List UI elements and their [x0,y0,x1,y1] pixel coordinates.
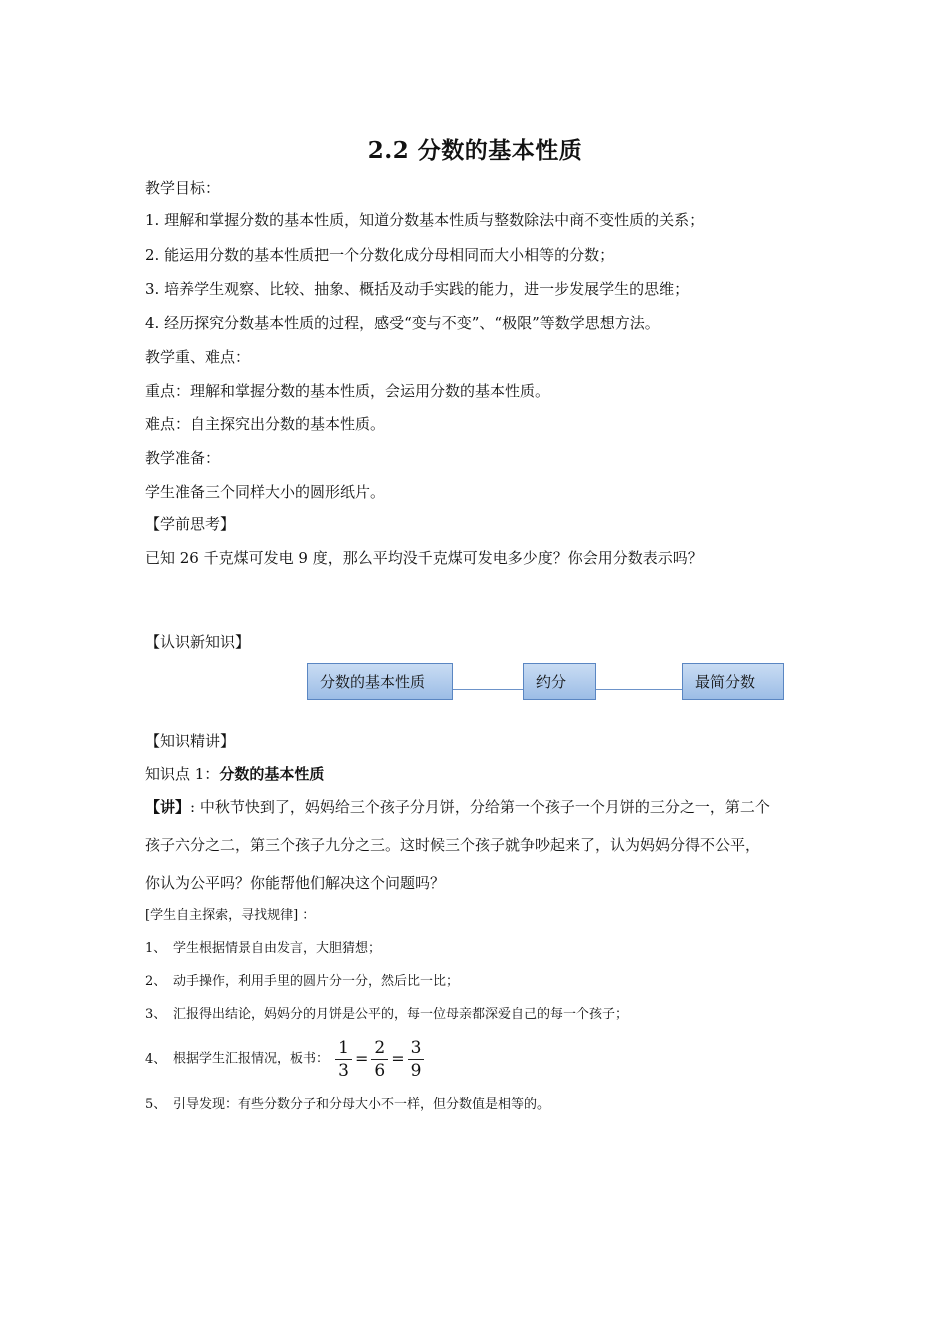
preparation-text: 学生准备三个同样大小的圆形纸片。 [145,483,386,501]
key-points-heading: 教学重、难点： [145,348,251,366]
pre-think-text: 已知 26 千克煤可发电 9 度，那么平均没千克煤可发电多少度？你会用分数表示吗？ [145,549,703,567]
knowledge-point-1 [145,764,324,784]
concept-diagram [307,663,787,705]
equals-sign: = [391,1049,405,1068]
explore-heading: [学生自主探索，寻找规律] ： [145,908,316,923]
step-text: 汇报得出结论，妈妈分的月饼是公平的，每一位母亲都深爱自己的每一个孩子； [173,1007,629,1022]
jiang-label: 【讲】 [145,798,191,816]
objective-item-1: 1. 理解和掌握分数的基本性质，知道分数基本性质与整数除法中商不变性质的关系； [145,211,705,229]
objective-item-2: 2. 能运用分数的基本性质把一个分数化成分母相同而大小相等的分数； [145,246,615,264]
objective-item-3: 3. 培养学生观察、比较、抽象、概括及动手实践的能力，进一步发展学生的思维； [145,280,690,298]
story-line-2: 孩子六分之二，第三个孩子九分之三。这时候三个孩子就争吵起来了，认为妈妈分得不公平， [145,836,761,854]
step-1 [145,939,381,959]
objectives-heading: 教学目标： [145,179,221,197]
step-number: 5、 [145,1097,167,1112]
step-text: 学生根据情景自由发言，大胆猜想； [173,941,382,956]
fraction-1-3: $\frac{1}{3}$ [335,1037,352,1082]
pre-think-heading: 【学前思考】 [145,515,236,533]
box-simplest-fraction: 最简分数 [682,663,784,700]
new-knowledge-heading: 【认识新知识】 [145,633,251,651]
step-4 [145,1035,426,1084]
story-line-1 [145,797,770,817]
objective-item-4: 4. 经历探究分数基本性质的过程，感受“变与不变”、“极限”等数学思想方法。 [145,314,660,332]
connector-line-1 [453,689,523,690]
step-number: 2、 [145,974,167,989]
preparation-heading: 教学准备： [145,449,221,467]
fraction-3-9: $\frac{3}{9}$ [408,1037,425,1082]
connector-line-2 [596,689,682,690]
step-number: 3、 [145,1007,167,1022]
step-number: 4、 [145,1051,167,1067]
step-3 [145,1005,628,1025]
step-text: 根据学生汇报情况，板书： [173,1051,330,1067]
story-line-3: 你认为公平吗？你能帮他们解决这个问题吗？ [145,874,446,892]
step-2 [145,972,459,992]
point-label: 知识点 1： [145,765,220,783]
box-reduce: 约分 [523,663,596,700]
step-number: 1、 [145,941,167,956]
difficult-point: 难点：自主探究出分数的基本性质。 [145,415,386,433]
box-fraction-property: 分数的基本性质 [307,663,453,700]
step-5 [145,1095,550,1115]
step-text: 动手操作，利用手里的圆片分一分，然后比一比； [173,974,460,989]
page-title: 2.2 分数的基本性质 [367,137,583,164]
fraction-2-6: $\frac{2}{6}$ [371,1037,388,1082]
equals-sign: = [354,1049,369,1068]
key-point: 重点：理解和掌握分数的基本性质，会运用分数的基本性质。 [145,382,551,400]
explain-heading: 【知识精讲】 [145,732,236,750]
step-text: 引导发现：有些分数分子和分母大小不一样，但分数值是相等的。 [173,1097,551,1112]
point-title: 分数的基本性质 [219,765,325,783]
story-text-1: : 中秋节快到了，妈妈给三个孩子分月饼，分给第一个孩子一个月饼的三分之一，第二个 [190,798,770,816]
